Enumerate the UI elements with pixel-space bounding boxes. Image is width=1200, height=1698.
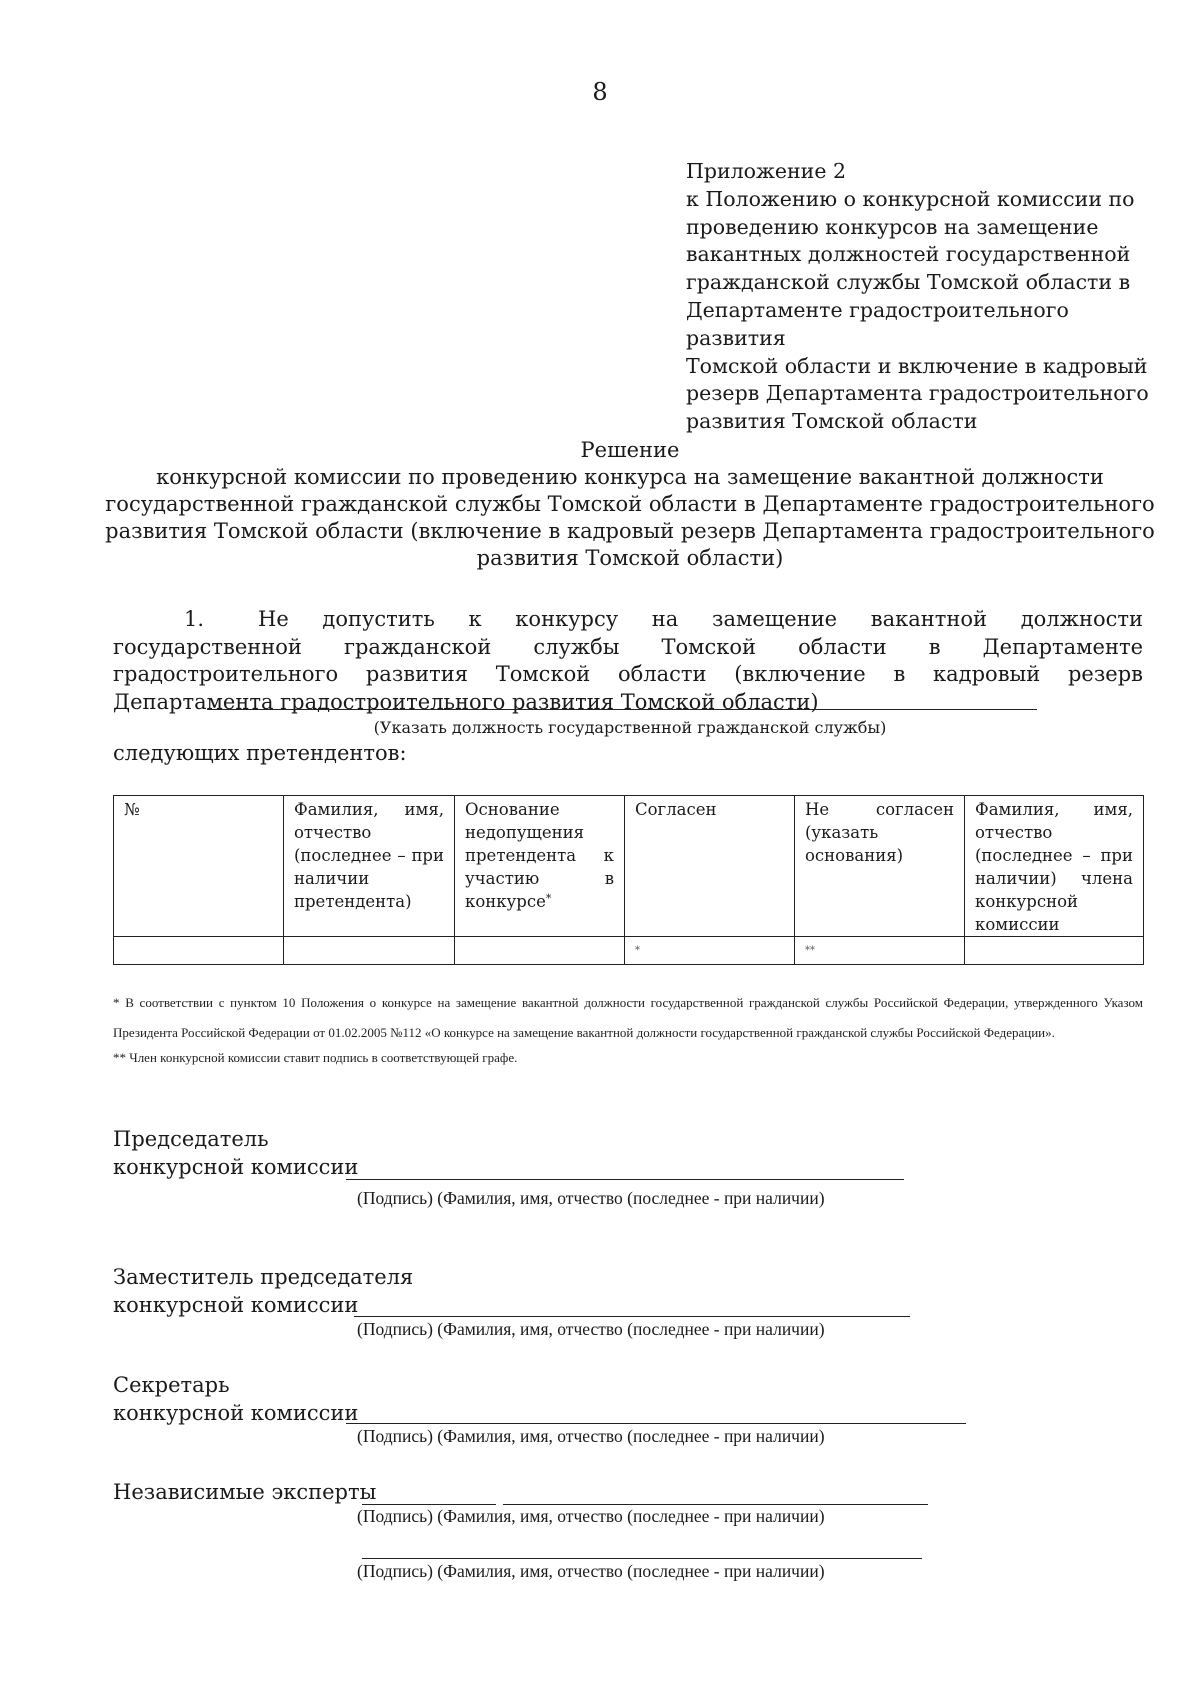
- deputy-commission: конкурсной комиссии: [113, 1293, 359, 1317]
- title-line: конкурсной комиссии по проведению конкурса на замещение вакантной должности: [156, 465, 1104, 489]
- title-line: государственной гражданской службы Томской области в Департаменте градостроительного: [105, 492, 1155, 516]
- table-cell[interactable]: [284, 937, 455, 965]
- header-candidate-name: Фамилия, имя, отчество (последнее – при наличии претендента): [284, 796, 455, 937]
- experts-label: Независимые эксперты: [113, 1480, 377, 1504]
- header-disagree: Не согласен (указать основания): [795, 796, 965, 937]
- chair-commission: конкурсной комиссии: [113, 1155, 359, 1179]
- clause-1: [113, 606, 1143, 716]
- secretary-commission: конкурсной комиссии: [113, 1401, 359, 1425]
- following-candidates-label: следующих претендентов:: [113, 741, 407, 765]
- appendix-line: гражданской службы Томской области в: [686, 270, 1131, 295]
- appendix-line: вакантных должностей государственной: [686, 242, 1131, 267]
- title-line: развития Томской области): [476, 546, 784, 570]
- header-agree: Согласен: [625, 796, 795, 937]
- header-member-name: Фамилия, имя, отчество (последнее – при наличии) члена конкурсной комиссии: [965, 796, 1144, 937]
- document-title: [80, 437, 1180, 572]
- table-header-row: [114, 796, 1144, 937]
- position-hint: (Указать должность государственной гражданской службы): [373, 718, 887, 737]
- chair-label: [113, 1125, 358, 1181]
- appendix-line: Департаменте градостроительного развития: [686, 297, 1069, 350]
- position-fill-line[interactable]: [207, 708, 1037, 710]
- page-number: 8: [592, 78, 608, 106]
- chair-title: Председатель: [113, 1127, 269, 1151]
- table-cell[interactable]: *: [625, 937, 795, 965]
- appendix-line: развития Томской области: [686, 409, 978, 434]
- title-line: развития Томской области (включение в кадровый резерв Департамента градостроительного: [105, 519, 1155, 543]
- deputy-signature-line[interactable]: [354, 1315, 910, 1317]
- expert-2-signature-line[interactable]: [362, 1557, 922, 1559]
- footnotes: [113, 988, 1143, 1068]
- deputy-signature-caption: (Подпись) (Фамилия, имя, отчество (последнее - при наличии): [357, 1319, 825, 1339]
- header-number: №: [114, 796, 284, 937]
- footnote-mark: *: [545, 892, 552, 905]
- chair-signature-caption: (Подпись) (Фамилия, имя, отчество (последнее - при наличии): [357, 1188, 825, 1208]
- clause-number: 1.: [184, 607, 205, 631]
- expert-2-signature-caption: (Подпись) (Фамилия, имя, отчество (последнее - при наличии): [357, 1561, 825, 1581]
- secretary-signature-caption: (Подпись) (Фамилия, имя, отчество (последнее - при наличии): [357, 1426, 825, 1446]
- appendix-line: к Положению о конкурсной комиссии по: [686, 186, 1135, 211]
- footnote-2: ** Член конкурсной комиссии ставит подпись в соответствующей графе.: [113, 1050, 518, 1065]
- clause-text: Не допустить к конкурсу на замещение вакантной должности государственной гражданской службы Томской области в Департаменте градостроительного развития Томской области (включение в кадровый резерв Департамента градостроительного развития Томской области): [113, 607, 1143, 714]
- header-reason-text: Основание недопущения претендента к участию в конкурсе: [465, 800, 614, 911]
- header-reason: [455, 796, 625, 937]
- deputy-label: [113, 1263, 413, 1319]
- expert-1-signature-line[interactable]: [362, 1504, 496, 1505]
- appendix-line: проведению конкурсов на замещение: [686, 214, 1099, 239]
- candidates-table: [113, 795, 1144, 965]
- table-cell[interactable]: **: [795, 937, 965, 965]
- appendix-block: [686, 158, 1156, 436]
- title-heading: Решение: [580, 438, 680, 462]
- secretary-title: Секретарь: [113, 1373, 230, 1397]
- table-cell[interactable]: [455, 937, 625, 965]
- table-cell[interactable]: [965, 937, 1144, 965]
- appendix-line: резерв Департамента градостроительного: [686, 381, 1149, 406]
- expert-1-name-line[interactable]: [503, 1504, 928, 1505]
- secretary-label: [113, 1371, 358, 1427]
- chair-signature-line[interactable]: [346, 1178, 904, 1180]
- expert-1-signature-caption: (Подпись) (Фамилия, имя, отчество (последнее - при наличии): [357, 1506, 825, 1526]
- appendix-line: Томской области и включение в кадровый: [686, 353, 1148, 378]
- appendix-line: Приложение 2: [686, 159, 847, 183]
- secretary-signature-line[interactable]: [346, 1422, 966, 1424]
- table-row: [114, 937, 1144, 965]
- footnote-1: * В соответствии с пунктом 10 Положения о конкурсе на замещение вакантной должности государственной гражданской службы Российской Федерации, утвержденного Указом Президента Российской Федерации от 01.02.2005 №112 «О конкурсе на замещение вакантной должности государственной гражданской службы Российской Федерации».: [113, 995, 1143, 1040]
- deputy-title: Заместитель председателя: [113, 1265, 414, 1289]
- table-cell[interactable]: [114, 937, 284, 965]
